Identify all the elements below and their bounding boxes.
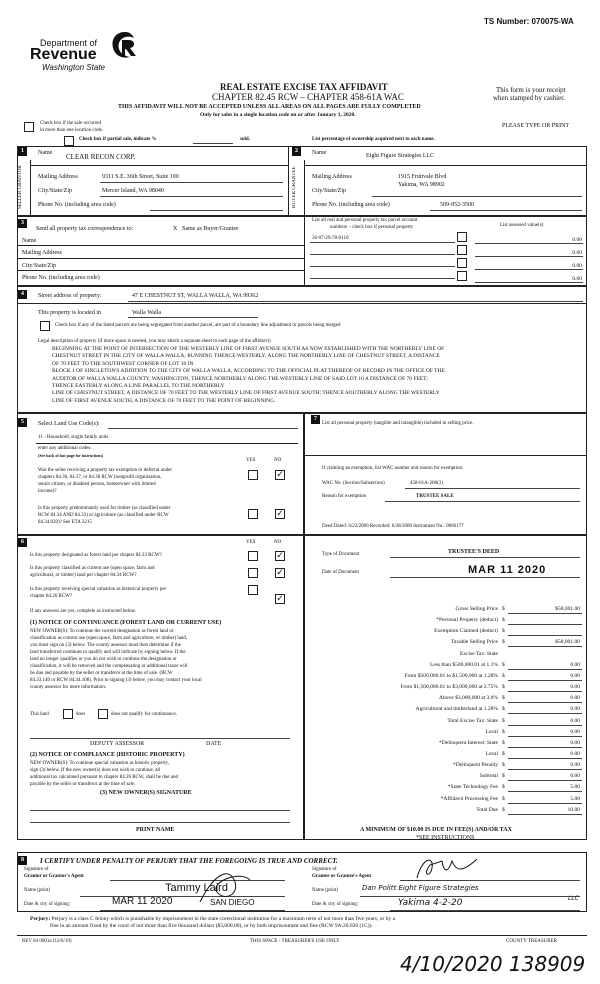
tax-row-label: Exemption Claimed (deduct) bbox=[434, 628, 498, 635]
form-warning: THIS AFFIDAVIT WILL NOT BE ACCEPTED UNLESS ALL AREAS ON ALL PAGES ARE FULLY COMPLETED bbox=[118, 104, 421, 110]
does-label: does bbox=[76, 712, 86, 717]
parcel-number: 36-07-29-78-0110 bbox=[312, 236, 349, 241]
tax-row-label: Total Excise Tax: State bbox=[447, 717, 498, 724]
sec6-question-3b: chapter 84.26 RCW? bbox=[30, 594, 73, 599]
perjury-note: Perjury: Perjury is a class C felony which is punishable by imprisonment in the state correctional institution for a maximum term of not more than five years, or by a fine in an amount fixed by the court of not more than five thousand dollars ($5,000.00), or by both imprisonment and fine (RCW 9A.20.020 (1C)). bbox=[30, 916, 396, 929]
tax-row-amount[interactable]: 0.00 bbox=[570, 750, 580, 757]
sec5-q1-yes[interactable] bbox=[248, 470, 258, 480]
tax-row-dollar: $ bbox=[502, 606, 505, 612]
land-use-code: 11 - Household, single family units bbox=[38, 435, 109, 440]
county-treasurer-label: COUNTY TREASURER bbox=[506, 939, 557, 944]
sec5-question-1: Was the seller receiving a property tax exemption or deferral under chapters 84.36, 84.37, or 84.38 RCW (nonprofit organization, senior citizen, or disabled person, homeowner with limited income)? bbox=[38, 468, 172, 494]
segregate-checkbox[interactable] bbox=[40, 321, 50, 331]
sec6-q2-yes[interactable] bbox=[248, 568, 258, 578]
buyer-name-label: Name bbox=[312, 150, 327, 156]
tax-row-label: Local bbox=[485, 750, 498, 757]
sec6-yes-header: YES bbox=[246, 540, 256, 545]
sec6-question-2: Is this property classified as current use (open space, farm and bbox=[30, 566, 155, 571]
legal-label: Legal description of property (if more space is needed, you may attach a separate sheet to each page of the affidavit) bbox=[38, 339, 271, 344]
grantor-signature-scribble bbox=[195, 862, 255, 908]
assessed-value-4: 0.00 bbox=[572, 276, 582, 282]
notice-1-title: (1) NOTICE OF CONTINUANCE (FOREST LAND OR CURRENT USE) bbox=[30, 620, 222, 626]
section-3-badge: 3 bbox=[18, 219, 27, 228]
receipt-line-1: This form is your receipt bbox=[496, 86, 566, 94]
tax-row-dollar: $ bbox=[502, 639, 505, 646]
sec5-q2-no[interactable]: ✓ bbox=[276, 509, 284, 519]
partial-sale-label: Check box if partial sale, indicate % bbox=[79, 137, 157, 142]
sec5-no-header: NO bbox=[274, 458, 282, 463]
grantor-name: Tammy Laird bbox=[165, 882, 228, 894]
assessed-header: List assessed value(s) bbox=[500, 223, 544, 228]
land-not-qualify-checkbox[interactable] bbox=[98, 709, 108, 719]
located-label: This property is located in bbox=[38, 310, 101, 316]
notice-2-title: (2) NOTICE OF COMPLIANCE (HISTORIC PROPERTY) bbox=[30, 752, 185, 758]
seller-address-label: Mailing Address bbox=[38, 174, 78, 180]
sec6-q1-yes[interactable] bbox=[248, 551, 258, 561]
sec5-q1-no[interactable]: ✓ bbox=[276, 470, 284, 480]
personal-property-label: List all personal property (tangible and intangible) included in selling price. bbox=[322, 421, 474, 426]
tax-row-label: *Delinquent Interest: State bbox=[439, 739, 498, 746]
seller-city-label: City/State/Zip bbox=[38, 188, 72, 194]
tax-row-label: Above $3,000,000 at 3.0% bbox=[439, 695, 498, 702]
buyer-address-label: Mailing Address bbox=[312, 174, 352, 180]
tax-row-amount[interactable]: 0.00 bbox=[570, 762, 580, 769]
doc-type-label: Type of Document bbox=[322, 552, 360, 557]
tax-row-label: Total Due bbox=[476, 806, 498, 813]
tax-row-dollar: $ bbox=[502, 795, 505, 802]
tax-row-label: Subtotal bbox=[479, 773, 498, 780]
tax-row-label: Less than $500,000.01 at 1.1% bbox=[430, 661, 498, 668]
reason-label: Reason for exemption bbox=[322, 494, 367, 499]
tax-row-dollar: $ bbox=[502, 661, 505, 668]
doc-date-stamp: MAR 11 2020 bbox=[468, 564, 547, 576]
sec6-q2-no[interactable]: ✓ bbox=[276, 568, 284, 578]
multi-location-checkbox[interactable] bbox=[24, 122, 34, 132]
if-yes-note: If any answers are yes, complete as instructed below. bbox=[30, 609, 137, 614]
tax-row-amount[interactable]: 0.00 bbox=[570, 661, 580, 668]
parcel-1-personal-checkbox[interactable] bbox=[457, 232, 467, 242]
sec6-q3-no[interactable]: ✓ bbox=[276, 594, 284, 604]
tax-row-label: Local bbox=[485, 728, 498, 735]
grantor-date-label: Date & city of signing: bbox=[24, 902, 71, 907]
partial-sale-checkbox[interactable] bbox=[64, 136, 74, 146]
sec5-yes-header: YES bbox=[246, 458, 256, 463]
tax-row-dollar: $ bbox=[502, 728, 505, 735]
partial-pct-field[interactable] bbox=[193, 143, 233, 144]
multi-location-label-2: in more than one location code. bbox=[40, 128, 104, 133]
wac-label: WAC No. (Section/Subsection) bbox=[322, 481, 385, 486]
grantee-date: Yakima 4-2-20 bbox=[398, 898, 463, 908]
tax-row-amount[interactable]: 0.00 bbox=[570, 739, 580, 746]
seller-phone-label: Phone No. (including area code) bbox=[38, 202, 116, 208]
seller-name: CLEAR RECON CORP. bbox=[66, 153, 136, 161]
doc-date-label: Date of Document bbox=[322, 570, 359, 575]
seller-phone-field[interactable] bbox=[150, 210, 283, 211]
reason-value: TRUSTEE SALE bbox=[416, 494, 454, 499]
correspondence-label: Send all property tax correspondence to: bbox=[36, 226, 134, 232]
tax-row-dollar: $ bbox=[502, 784, 505, 791]
tax-row-label: *Affidavit Processing Fee bbox=[440, 795, 498, 802]
grantee-sig-label: Signature of bbox=[312, 867, 337, 872]
sec6-q1-no[interactable]: ✓ bbox=[276, 551, 284, 561]
see-instructions: *SEE INSTRUCTIONS bbox=[416, 835, 475, 841]
tax-row-amount[interactable]: 0.00 bbox=[570, 672, 580, 679]
corr-city-label: City/State/Zip bbox=[22, 263, 56, 269]
buyer-name: Eight Figure Strategies LLC bbox=[366, 153, 435, 159]
tax-row-dollar: $ bbox=[502, 628, 505, 635]
grantee-signature-scribble bbox=[412, 853, 482, 883]
parcel-header-2: numbers – check box if personal property bbox=[330, 225, 414, 230]
certify-statement: I CERTIFY UNDER PENALTY OF PERJURY THAT THE FOREGOING IS TRUE AND CORRECT. bbox=[40, 857, 338, 865]
tax-row-label: Agricultural and timberland at 1.28% bbox=[415, 706, 498, 713]
tax-row-dollar: $ bbox=[502, 739, 505, 746]
sec6-no-header: NO bbox=[274, 540, 282, 545]
treasurer-stamp: 4/10/2020 138909 bbox=[400, 952, 586, 976]
section-8-badge: 8 bbox=[18, 856, 27, 865]
section-2-badge: 2 bbox=[292, 147, 301, 156]
tax-row-amount[interactable]: 0.00 bbox=[570, 695, 580, 702]
treasurer-space-label: THIS SPACE - TREASURER'S USE ONLY bbox=[250, 939, 340, 944]
print-note: PLEASE TYPE OR PRINT bbox=[502, 123, 570, 129]
tax-row-dollar: $ bbox=[502, 717, 505, 724]
section-4-badge: 4 bbox=[18, 290, 27, 299]
grantee-name-label: Name (print) bbox=[312, 888, 338, 893]
receipt-line-2: when stamped by cashier. bbox=[493, 94, 565, 102]
buyer-address: 1915 Fruitvale Blvd bbox=[398, 174, 447, 180]
section-6-badge: 6 bbox=[18, 538, 27, 547]
parcel-header: List all real and personal property tax parcel account bbox=[312, 218, 418, 223]
buyer-phone: 509-952-3500 bbox=[440, 202, 474, 208]
not-qualify-label: does not qualify for continuance. bbox=[111, 712, 177, 717]
addl-codes-label: enter any additional codes: bbox=[38, 446, 92, 451]
corr-name-label: Name bbox=[22, 238, 37, 244]
grantor-name-label: Name (print) bbox=[24, 888, 50, 893]
located-value: Walla Walla bbox=[132, 310, 162, 316]
assessed-value-3: 0.00 bbox=[572, 263, 582, 269]
tax-row-dollar: $ bbox=[502, 695, 505, 702]
street-label: Street address of property: bbox=[38, 293, 102, 299]
tax-row-amount[interactable]: 5.00 bbox=[570, 784, 580, 791]
section-1-badge: 1 bbox=[18, 147, 27, 156]
legal-description: BEGINNING AT THE POINT OF INTERSECTION OF THE WESTERLY LINE OF FIRST AVENUE SOUTH AS NOW ESTABLISHED WITH THE NORTHERLY LINE OF CHESTNUT STREET IN THE CITY OF WALLA WALLA; RUNNING THENCE WESTERLY, ALONG THE NORTHERLY LINE OF CHESTNUT STREET, A DISTANCE OF 70 FEET TO THE SOUTHWEST CORNER OF LOT 10 IN BLOCK 1 OF SINGLETON'S ADDITION TO THE CITY OF WALLA WALLA, ACCORDING TO THE OFFICIAL PLAT THEREOF OF RECORD IN THE OFFICE OF THE AUDITOR OF WALLA WALLA COUNTY, WASHINGTON; THENCE NORTHERLY ALONG THE WESTERLY LINE OF SAID LOT 10 A DISTANCE OF 70 FEET; THENCE EASTERLY ALONG A LINE PARALLEL TO THE NORTHERLY LINE OF CHESTNUT STREET, A DISTANCE OF 70 FEET TO THE WESTERLY LINE OF FIRST AVENUE SOUTH; THENCE SOUTHERLY ALONG THE WESTERLY LINE OF FIRST AVENUE SOUTH, A DISTANCE OF 70 FEET TO THE POINT OF BEGINNING. bbox=[52, 346, 445, 404]
assessed-value-1: 0.00 bbox=[572, 237, 582, 243]
section-7-badge: 7 bbox=[311, 415, 320, 424]
tax-row-amount[interactable]: 5.00 bbox=[570, 795, 580, 802]
this-land-label: This land bbox=[30, 712, 49, 717]
buyer-address-2: Yakima, WA 98902 bbox=[398, 182, 445, 188]
seller-name-label: Name bbox=[38, 150, 53, 156]
grantor-sig-label-2: Grantor or Grantor's Agent bbox=[24, 874, 84, 879]
new-owner-signature-label: (3) NEW OWNER(S) SIGNATURE bbox=[100, 790, 192, 796]
tax-row-label: *State Technology Fee bbox=[447, 784, 498, 791]
assessed-value-2: 0.00 bbox=[572, 250, 582, 256]
seller-label: SELLER GRANTOR bbox=[18, 165, 23, 210]
parcel-3-personal-checkbox[interactable] bbox=[457, 258, 467, 268]
buyer-city-label: City/State/Zip bbox=[312, 188, 346, 194]
tax-row-dollar: $ bbox=[502, 773, 505, 780]
exemption-claim-label: If claiming an exemption, list WAC number and reason for exemption: bbox=[322, 466, 464, 471]
tax-row-amount[interactable]: 0.00 bbox=[570, 728, 580, 735]
tax-row-label: From $500,000.01 to $1,500,000 at 1.28% bbox=[404, 672, 498, 679]
land-use-label: Select Land Use Code(s): bbox=[38, 421, 100, 427]
tax-row-dollar: $ bbox=[502, 617, 505, 624]
grantor-sig-label: Signature of bbox=[24, 867, 49, 872]
notice-2-text: NEW OWNER(S): To continue special valuation as historic property, sign (3) below. If the new owner(s) does not wish to continue, all additional tax calculated pursuant to chapter 84.26 RCW, shall be due and payable by the seller or transferor at the time of sale. bbox=[30, 761, 178, 787]
dor-logo-icon bbox=[108, 30, 142, 60]
new-owner-signature-field[interactable] bbox=[30, 810, 290, 811]
tax-row-amount[interactable]: 10.00 bbox=[567, 806, 580, 813]
buyer-label: BUYER GRANTEE bbox=[292, 166, 297, 209]
sec6-question-2b: agricultural, or timber) land per chapter 84.34 RCW? bbox=[30, 573, 137, 578]
wac-number: 458-61A-208(3) bbox=[410, 481, 443, 486]
buyer-phone-label: Phone No. (including area code) bbox=[312, 202, 390, 208]
tax-row-amount[interactable]: 0.00 bbox=[570, 684, 580, 691]
tax-row-label: *Personal Property (deduct) bbox=[436, 617, 498, 624]
sec5-q2-yes[interactable] bbox=[248, 509, 258, 519]
sec6-q3-yes[interactable] bbox=[248, 585, 258, 595]
notice-1-text: NEW OWNER(S): To continue the current designation as forest land or classification as current use (open space, farm and agriculture, or timber) land, you must sign on (3) below. The county assessor must then determine if the land transferred continues to qualify and will indicate by signing below. If the land no longer qualifies or you do not wish to continue the designation or classification, it will be removed and the compensating or additional taxes will be due and payable by the seller or transferor at the time of sale. (RCW 84.33.140 or RCW 84.34.108). Prior to signing (3) below, you may contact your local county assessor for more information. bbox=[30, 629, 202, 690]
tax-row-amount[interactable]: 0.00 bbox=[570, 717, 580, 724]
sec5-question-2: Is this property predominantly used for timber (as classified under RCW 84.34 AND 84.33) or agriculture (as classified under RCW 84.34.020)? See ETA 3215 bbox=[38, 506, 171, 525]
tax-row-label: Gross Selling Price bbox=[455, 606, 498, 612]
multi-location-label: Check box if the sale occurred bbox=[40, 121, 101, 126]
street-address: 47 E CHESTNUT ST, WALLA WALLA, WA 99362 bbox=[132, 293, 259, 299]
sec6-question-3: Is this property receiving special valuation as historical property per bbox=[30, 587, 167, 592]
form-number: REV 84 0001a (12/6/19) bbox=[22, 939, 72, 944]
form-title: REAL ESTATE EXCISE TAX AFFIDAVIT bbox=[220, 82, 388, 92]
seller-address: 9311 S.E. 36th Street, Suite 100 bbox=[102, 174, 179, 180]
list-pct-label: List percentage of ownership acquired next to each name. bbox=[312, 137, 435, 142]
grantee-sig-label-2: Grantee or Grantee's Agent bbox=[312, 874, 372, 879]
seller-city: Mercer Island, WA 98040 bbox=[102, 188, 164, 194]
addl-codes-note: (See back of last page for instructions) bbox=[38, 453, 104, 458]
corr-mail-label: Mailing Address bbox=[22, 250, 62, 256]
grantor-city: SAN DIEGO bbox=[210, 898, 255, 907]
doc-type-value: TRUSTEE'S DEED bbox=[448, 549, 500, 555]
print-name-label: PRINT NAME bbox=[136, 827, 175, 833]
tax-row-label: Taxable Selling Price bbox=[451, 639, 498, 646]
dor-logo: Department of Revenue Washington State bbox=[30, 30, 150, 75]
sold-label: sold. bbox=[240, 137, 250, 142]
correspondence-same: Same as Buyer/Grantee bbox=[182, 226, 239, 232]
tax-row-amount[interactable]: 0.00 bbox=[570, 706, 580, 713]
corr-phone-label: Phone No. (including area code) bbox=[22, 275, 100, 281]
deed-dates: Deed Dated: 6/23/2000 Recorded: 6/28/2000 Instrument No.: 0006177 bbox=[322, 524, 464, 529]
tax-row-amount[interactable]: $58,001.00 bbox=[555, 639, 580, 646]
tax-row-label: From $1,500,000.01 to $3,000,000 at 2.75% bbox=[400, 684, 498, 691]
ts-number: TS Number: 070075-WA bbox=[484, 17, 574, 26]
grantor-date: MAR 11 2020 bbox=[112, 896, 173, 907]
tax-row-label: *Delinquent Penalty bbox=[452, 762, 498, 769]
sec6-question-1: Is this property designated as forest land per chapter 84.33 RCW? bbox=[30, 553, 162, 558]
tax-row-amount[interactable]: $58,001.00 bbox=[555, 606, 580, 612]
parcel-2-personal-checkbox[interactable] bbox=[457, 245, 467, 255]
tax-row-dollar: $ bbox=[502, 750, 505, 757]
section-5-badge: 5 bbox=[18, 418, 27, 427]
tax-row-label: Excise Tax: State bbox=[459, 650, 498, 657]
tax-row-dollar: $ bbox=[502, 762, 505, 769]
grantee-llc: LLC bbox=[568, 895, 579, 902]
land-does-checkbox[interactable] bbox=[63, 709, 73, 719]
form-subtitle: CHAPTER 82.45 RCW – CHAPTER 458-61A WAC bbox=[212, 92, 404, 102]
tax-row-dollar: $ bbox=[502, 684, 505, 691]
grantee-name: Dan Politt Eight Figure Strategies bbox=[362, 884, 479, 892]
parcel-4-personal-checkbox[interactable] bbox=[457, 271, 467, 281]
section-7-box bbox=[304, 413, 587, 535]
tax-row-dollar: $ bbox=[502, 806, 505, 813]
grantee-date-label: Date & city of signing: bbox=[312, 902, 359, 907]
tax-row-amount[interactable]: 0.00 bbox=[570, 773, 580, 780]
segregate-label: Check box if any of the listed parcels are being segregated from another parcel, are part of a boundary line adjustment or parcels being merged bbox=[55, 323, 341, 328]
correspondence-x: X bbox=[173, 226, 178, 232]
minimum-due-note: A MINIMUM OF $10.00 IS DUE IN FEE(S) AND/OR TAX bbox=[360, 827, 512, 833]
tax-row-dollar: $ bbox=[502, 672, 505, 679]
form-note: Only for sales in a single location code on or after January 1, 2020. bbox=[200, 112, 356, 118]
assessor-date-label: DATE bbox=[206, 741, 222, 747]
tax-row-dollar: $ bbox=[502, 706, 505, 713]
deputy-assessor-label: DEPUTY ASSESSOR bbox=[90, 741, 145, 747]
